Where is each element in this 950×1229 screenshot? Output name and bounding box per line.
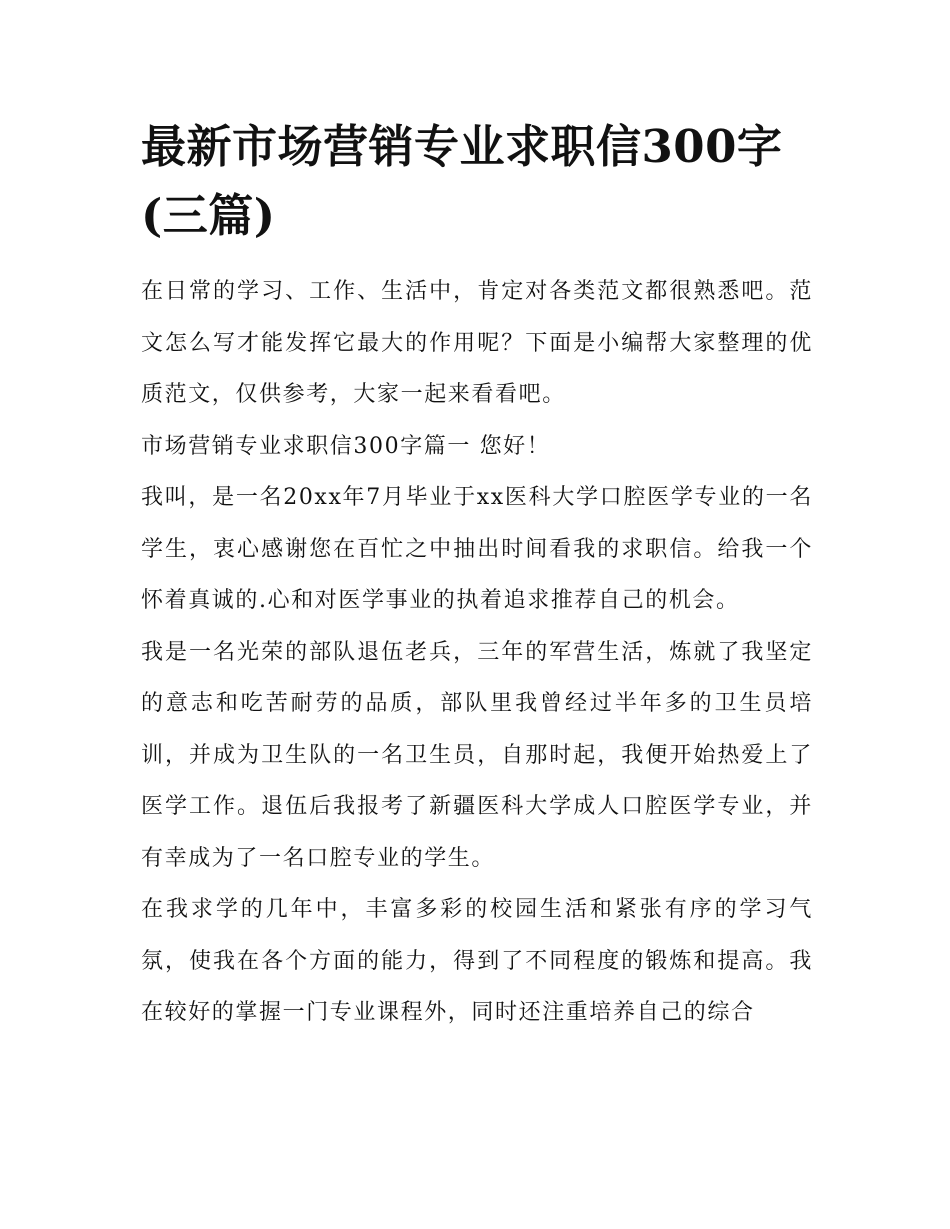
paragraph-self-intro: 我叫，是一名20xx年7月毕业于xx医科大学口腔医学专业的一名学生，衷心感谢您在百忙之中抽出时间看我的求职信。给我一个怀着真诚的.心和对医学事业的执着追求推荐自己的机会。 xyxy=(141,485,813,613)
document-title: 最新市场营销专业求职信300字(三篇) xyxy=(141,120,783,242)
paragraph-intro: 在日常的学习、工作、生活中，肯定对各类范文都很熟悉吧。范文怎么写才能发挥它最大的作用呢？下面是小编帮大家整理的优质范文，仅供参考，大家一起来看看吧。 xyxy=(141,279,813,407)
document-body xyxy=(141,112,813,1039)
paragraph-military-background: 我是一名光荣的部队退伍老兵，三年的军营生活，炼就了我坚定的意志和吃苦耐劳的品质，部队里我曾经过半年多的卫生员培训，并成为卫生队的一名卫生员，自那时起，我便开始热爱上了医学工作。退伍后我报考了新疆医科大学成人口腔医学专业，并有幸成为了一名口腔专业的学生。 xyxy=(141,639,813,871)
paragraph-section-heading: 市场营销专业求职信300字篇一 您好！ xyxy=(141,433,551,459)
paragraph-study-experience: 在我求学的几年中，丰富多彩的校园生活和紧张有序的学习气氛，使我在各个方面的能力，得到了不同程度的锻炼和提高。我在较好的掌握一门专业课程外，同时还注重培养自己的综合 xyxy=(141,897,813,1025)
